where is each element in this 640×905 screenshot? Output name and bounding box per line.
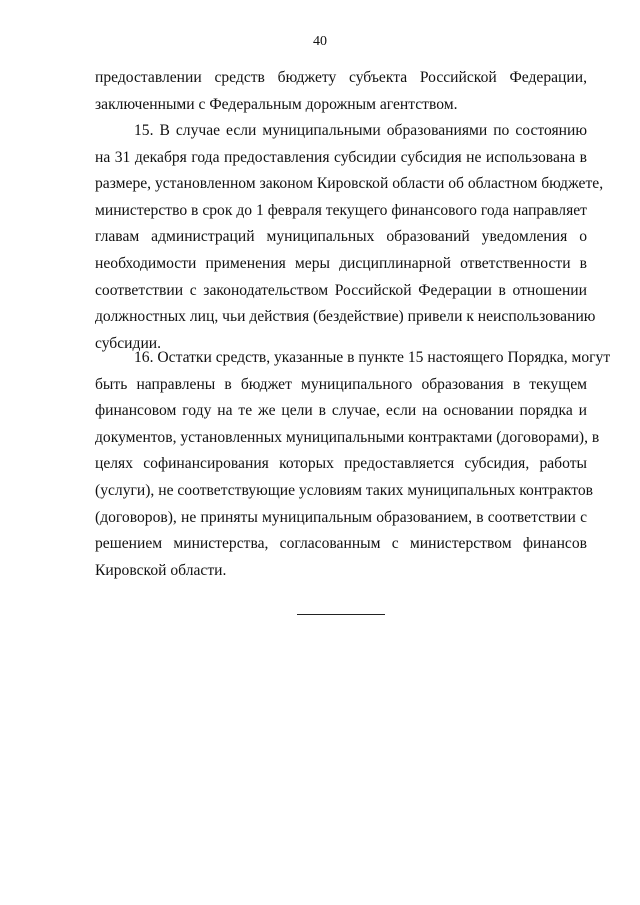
paragraph-continuation [95, 65, 587, 118]
paragraph-line: (услуги), не соответствующие условиям таких муниципальных контрактов [95, 481, 594, 499]
paragraph-line: предоставлении средств бюджету субъекта Российской Федерации, [95, 69, 587, 86]
paragraph-line: необходимости применения меры дисциплинарной ответственности в [95, 254, 587, 272]
paragraph-line: на 31 декабря года предоставления субсидии субсидия не использована в [95, 148, 587, 166]
paragraph-line: финансовом году на те же цели в случае, если на основании порядка и [95, 402, 587, 420]
paragraph-line: субсидии. [95, 334, 162, 352]
paragraph-line: размере, установленном законом Кировской области об областном бюджете, [95, 175, 604, 193]
paragraph-item-15 [95, 118, 604, 357]
paragraph-line: решением министерства, согласованным с министерством финансов [95, 535, 587, 553]
paragraph-line: 15. В случае если муниципальными образованиями по состоянию [134, 122, 587, 139]
paragraph-line: (договоров), не приняты муниципальным образованием, в соответствии с [95, 508, 587, 526]
paragraph-line: быть направлены в бюджет муниципального образования в текущем [95, 375, 587, 393]
paragraph-line: 16. Остатки средств, указанные в пункте 15 настоящего Порядка, могут [134, 349, 611, 366]
paragraph-line: главам администраций муниципальных образований уведомления о [95, 228, 587, 246]
end-separator-line [297, 614, 385, 615]
paragraph-line: заключенными с Федеральным дорожным агентством. [95, 95, 458, 113]
page-number: 40 [313, 34, 327, 49]
paragraph-line: документов, установленных муниципальными контрактами (договорами), в [95, 428, 600, 446]
paragraph-item-16 [95, 345, 611, 584]
paragraph-line: целях софинансирования которых предоставляется субсидия, работы [95, 455, 587, 473]
paragraph-line: должностных лиц, чьи действия (бездействие) привели к неиспользованию [95, 308, 596, 326]
paragraph-line: министерство в срок до 1 февраля текущего финансового года направляет [95, 201, 587, 219]
paragraph-line: соответствии с законодательством Российской Федерации в отношении [95, 281, 587, 299]
paragraph-line: Кировской области. [95, 561, 227, 579]
